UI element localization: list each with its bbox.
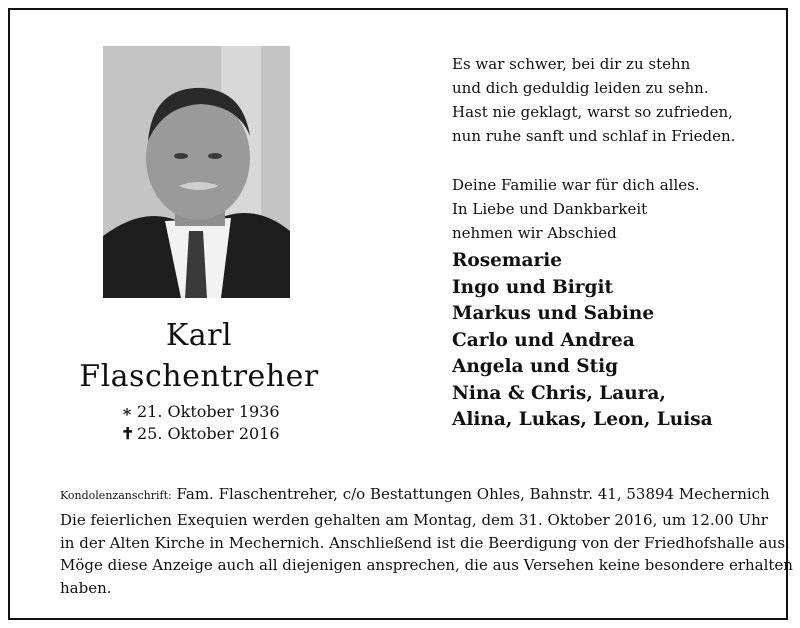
birth-date: 21. Oktober 1936 — [137, 402, 280, 421]
mourner-name: Ingo und Birgit — [452, 276, 614, 298]
death-date: 25. Oktober 2016 — [137, 424, 280, 443]
birth-row — [121, 401, 280, 423]
birth-star-icon: ∗ — [121, 402, 133, 421]
portrait-photo — [103, 46, 290, 298]
mourner-name: Carlo und Andrea — [452, 329, 635, 351]
family-intro — [452, 173, 700, 245]
deceased-first-name: Karl — [165, 318, 233, 353]
mourners-list — [452, 248, 713, 434]
mourner-name: Nina & Chris, Laura, — [452, 382, 666, 404]
poem-line: Es war schwer, bei dir zu stehn — [452, 55, 691, 73]
mourner-name: Angela und Stig — [452, 356, 619, 377]
mourner-name: Rosemarie — [452, 250, 563, 271]
service-line: Möge diese Anzeige auch all diejenigen ansprechen, die aus Versehen keine besondere erhalten — [60, 556, 793, 574]
service-line: haben. — [60, 578, 112, 597]
condolence-text: Fam. Flaschentreher, c/o Bestattungen Ohles, Bahnstr. 41, 53894 Mechernich — [171, 485, 770, 503]
service-line: Die feierlichen Exequien werden gehalten am Montag, dem 31. Oktober 2016, um 12.00 Uhr — [60, 511, 768, 529]
memorial-poem — [452, 52, 735, 148]
death-row — [121, 423, 280, 445]
poem-line: und dich geduldig leiden zu sehn. — [452, 79, 709, 97]
family-intro-line: In Liebe und Dankbarkeit — [452, 200, 648, 218]
service-info — [60, 509, 793, 599]
poem-line: nun ruhe sanft und schlaf in Frieden. — [452, 127, 736, 145]
death-cross-icon: ✝ — [121, 424, 135, 443]
deceased-last-name: Flaschentreher — [79, 359, 319, 394]
poem-line: Hast nie geklagt, warst so zufrieden, — [452, 103, 733, 121]
condolence-label: Kondolenzanschrift: — [60, 489, 172, 502]
family-intro-line: nehmen wir Abschied — [452, 224, 617, 242]
life-dates — [121, 401, 280, 445]
service-line: in der Alten Kirche in Mechernich. Anschließend ist die Beerdigung von der Friedhofshalle aus. — [60, 533, 790, 552]
family-intro-line: Deine Familie war für dich alles. — [452, 176, 700, 194]
mourner-name: Alina, Lukas, Leon, Luisa — [452, 409, 713, 430]
condolence-address — [60, 483, 770, 507]
mourner-name: Markus und Sabine — [452, 303, 655, 324]
